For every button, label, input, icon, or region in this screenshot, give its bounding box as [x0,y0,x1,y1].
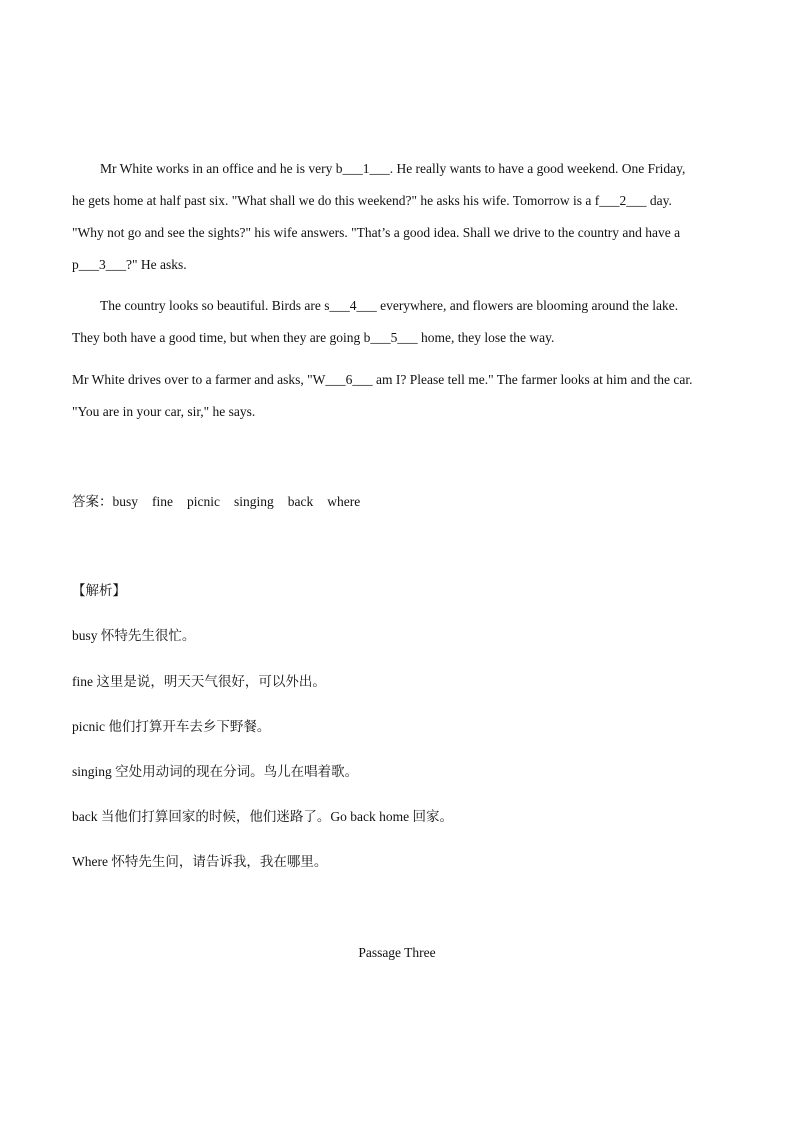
answer-label: 答案： [72,494,113,509]
analysis-heading: 【解析】 [72,583,126,598]
answer-line [72,493,360,511]
answer-word: fine [152,494,174,509]
analysis-item: picnic 他们打算开车去乡下野餐。 [72,719,271,734]
passage-para1-line3: "Why not go and see the sights?" his wife answers. "That’s a good idea. Shall we drive to the country and have a [72,225,681,240]
section-title: Passage Three [358,945,436,960]
passage-para3-line2: "You are in your car, sir," he says. [72,404,256,419]
answer-word: picnic [187,494,221,509]
passage-para1-line4: p___3___?" He asks. [72,257,187,272]
passage-para2-line1: The country looks so beautiful. Birds are s___4___ everywhere, and flowers are blooming around the lake. [100,298,679,313]
answer-word: singing [234,494,274,509]
analysis-item: busy 怀特先生很忙。 [72,628,196,643]
passage-para1-line2: he gets home at half past six. "What shall we do this weekend?" he asks his wife. Tomorrow is a f___2___ day. [72,193,672,208]
analysis-item: back 当他们打算回家的时候，他们迷路了。Go back home 回家。 [72,809,453,824]
answer-word: back [287,494,314,509]
passage-para3-line1: Mr White drives over to a farmer and asks, "W___6___ am I? Please tell me." The farmer looks at him and the car. [72,372,693,387]
analysis-item: fine 这里是说，明天天气很好，可以外出。 [72,674,326,689]
analysis-item: singing 空处用动词的现在分词。鸟儿在唱着歌。 [72,764,359,779]
passage-para1-line1: Mr White works in an office and he is very b___1___. He really wants to have a good weekend. One Friday, [100,161,686,176]
answer-word: busy [112,494,139,509]
passage-para2-line2: They both have a good time, but when they are going b___5___ home, they lose the way. [72,330,555,345]
analysis-item: Where 怀特先生问，请告诉我，我在哪里。 [72,854,328,869]
answer-word: where [327,494,361,509]
